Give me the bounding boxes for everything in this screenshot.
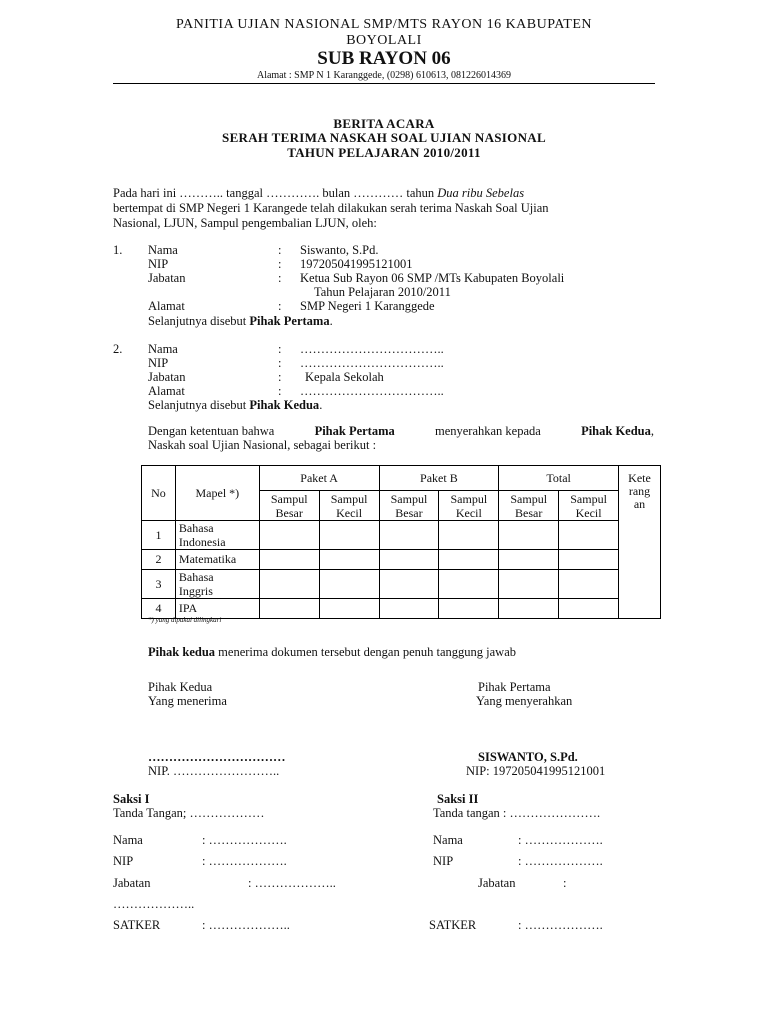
- header-address: Alamat : SMP N 1 Karanggede, (0298) 610613, 081226014369: [256, 70, 512, 81]
- table-row: [142, 550, 661, 570]
- header-line2: BOYOLALI: [346, 33, 422, 48]
- cell: [439, 570, 499, 599]
- row-mapel: Matematika: [175, 550, 259, 570]
- saksi1-jabatan-cont: ………………..: [113, 897, 195, 911]
- party2-pihak: Pihak Kedua: [249, 398, 320, 412]
- table-header-row: [142, 466, 661, 491]
- saksi2-jabatan: :: [563, 876, 567, 890]
- header-line1: PANITIA UJIAN NASIONAL SMP/MTS RAYON 16 KABUPATEN: [175, 17, 593, 32]
- saksi2-nama: : ……………….: [518, 833, 603, 847]
- table-row: [142, 570, 661, 599]
- party1-colon: :: [278, 299, 282, 313]
- cell: [559, 521, 619, 550]
- ketentuan-c: menyerahkan kepada: [434, 424, 541, 438]
- header-divider: [113, 83, 655, 84]
- party1-alamat: SMP Negeri 1 Karanggede: [300, 299, 435, 313]
- party1-nama: Siswanto, S.Pd.: [300, 243, 379, 257]
- sign-right2: Yang menyerahkan: [476, 694, 573, 708]
- row-mapel: IPA: [175, 599, 259, 619]
- th-ket2: rang: [628, 484, 651, 498]
- cell: [439, 599, 499, 619]
- th-paket-b: Paket B: [379, 466, 499, 491]
- row-no: 1: [142, 521, 176, 550]
- sign-right1: Pihak Pertama: [478, 680, 551, 694]
- th-ket1: Kete: [628, 471, 651, 485]
- sb2: Besar: [395, 505, 423, 520]
- cell: [319, 570, 379, 599]
- cell: [559, 550, 619, 570]
- th-sampul-besar: [379, 491, 439, 521]
- th-sampul-kecil: [439, 491, 499, 521]
- mapel-2: Inggris: [178, 584, 213, 598]
- party2-jabatan: Kepala Sekolah: [305, 370, 384, 384]
- sk1: Sampul: [450, 491, 488, 506]
- cell: [259, 570, 319, 599]
- table-row: [142, 521, 661, 550]
- th-ket3: an: [633, 497, 646, 511]
- saksi1-title: Saksi I: [113, 792, 150, 806]
- row-no: 4: [142, 599, 176, 619]
- cell: [559, 570, 619, 599]
- intro-date-text: Pada hari ini ……….. tanggal …………. bulan ………… tahun: [113, 186, 435, 200]
- saksi1-nama-label: Nama: [113, 833, 143, 847]
- intro-line3: Nasional, LJUN, Sampul pengembalian LJUN, oleh:: [113, 216, 377, 230]
- party1-colon: :: [278, 271, 282, 285]
- party2-colon: :: [278, 370, 282, 384]
- saksi1-tanda: Tanda Tangan; ………………: [113, 806, 265, 820]
- party1-nama-label: Nama: [148, 243, 178, 257]
- party2-nama: ……………………………..: [300, 342, 444, 356]
- saksi1-jabatan: : ………………..: [248, 876, 336, 890]
- party2-number: 2.: [113, 342, 123, 356]
- party1-colon: :: [278, 257, 282, 271]
- saksi1-satker: : ………………..: [202, 918, 290, 932]
- sign-left-nip: NIP. ……………………..: [148, 764, 280, 778]
- title-line2: SERAH TERIMA NASKAH SOAL UJIAN NASIONAL: [222, 130, 546, 145]
- sign-left2: Yang menerima: [148, 694, 227, 708]
- row-mapel: [175, 521, 259, 550]
- sk1: Sampul: [570, 491, 607, 506]
- saksi1-satker-label: SATKER: [113, 918, 161, 932]
- party2-nip: ……………………………..: [300, 356, 444, 370]
- table-footnote: *) yang dipakai dilingkari: [148, 616, 222, 624]
- party2-selanjutnya-text: Selanjutnya disebut: [148, 398, 247, 412]
- sign-left-name: ……………………………: [148, 750, 286, 764]
- ketentuan-a: Dengan ketentuan bahwa: [148, 424, 275, 438]
- sb1: Sampul: [270, 491, 308, 506]
- cell: [319, 550, 379, 570]
- title-line3: TAHUN PELAJARAN 2010/2011: [287, 145, 481, 160]
- cell: [559, 599, 619, 619]
- saksi2-satker-label: SATKER: [429, 918, 477, 932]
- saksi2-nip-label: NIP: [433, 854, 454, 868]
- sk2: Kecil: [455, 505, 482, 520]
- party1-colon: :: [278, 243, 282, 257]
- ketentuan-pihak-kedua: Pihak Kedua: [581, 424, 651, 438]
- cell: [499, 599, 559, 619]
- ketentuan-line2: Naskah soal Ujian Nasional, sebagai berikut :: [148, 438, 377, 452]
- ketentuan-comma: ,: [650, 424, 654, 438]
- th-sampul-besar: [499, 491, 559, 521]
- saksi1-jabatan-label: Jabatan: [113, 876, 151, 890]
- saksi1-nama: : ……………….: [202, 833, 287, 847]
- intro-line1: [113, 186, 524, 201]
- party2-nip-label: NIP: [148, 356, 169, 370]
- saksi2-title: Saksi II: [437, 792, 479, 806]
- cell: [259, 521, 319, 550]
- cell: [259, 550, 319, 570]
- saksi2-satker: : ……………….: [518, 918, 603, 932]
- th-no: No: [142, 466, 176, 521]
- ketentuan-pihak-pertama: Pihak Pertama: [314, 424, 395, 438]
- party1-jabatan-year: Tahun Pelajaran 2010/2011: [314, 285, 451, 299]
- party1-pihak: Pihak Pertama: [249, 314, 330, 328]
- mapel-1: Bahasa: [178, 521, 214, 535]
- closing-pihak-kedua: Pihak kedua: [148, 645, 216, 659]
- mapel-1: Bahasa: [178, 570, 214, 584]
- saksi2-tanda: Tanda tangan : ………………….: [433, 806, 601, 820]
- party1-nip-label: NIP: [148, 257, 169, 271]
- party1-selanjutnya: Selanjutnya disebut Pihak Pertama.: [148, 314, 333, 328]
- th-sampul-kecil: [319, 491, 379, 521]
- header-subrayon: SUB RAYON 06: [317, 48, 451, 69]
- party1-alamat-label: Alamat: [148, 299, 185, 313]
- cell: [379, 521, 439, 550]
- cell: [439, 521, 499, 550]
- sb2: Besar: [275, 505, 303, 520]
- th-mapel: Mapel *): [175, 466, 259, 521]
- party2-alamat: ……………………………..: [300, 384, 444, 398]
- cell: [379, 550, 439, 570]
- row-no: 2: [142, 550, 176, 570]
- party2-jabatan-label: Jabatan: [148, 370, 186, 384]
- ketentuan-line1: [148, 424, 654, 439]
- saksi2-nip: : ……………….: [518, 854, 603, 868]
- intro-line2: bertempat di SMP Negeri 1 Karangede telah dilakukan serah terima Naskah Soal Ujian: [113, 201, 549, 215]
- party2-colon: :: [278, 356, 282, 370]
- saksi1-nip: : ……………….: [202, 854, 287, 868]
- cell: [319, 521, 379, 550]
- ketentuan-pihak-kedua-wrap: [581, 424, 654, 439]
- closing-line: [148, 645, 516, 660]
- party2-nama-label: Nama: [148, 342, 178, 356]
- sk1: Sampul: [330, 491, 368, 506]
- th-keterangan: [619, 466, 661, 619]
- cell: [499, 570, 559, 599]
- cell: [379, 599, 439, 619]
- cell: [319, 599, 379, 619]
- sb1: Sampul: [510, 491, 548, 506]
- saksi2-nama-label: Nama: [433, 833, 463, 847]
- title-line1: BERITA ACARA: [333, 116, 435, 131]
- saksi2-jabatan-label: Jabatan: [478, 876, 516, 890]
- party2-colon: :: [278, 384, 282, 398]
- cell: [259, 599, 319, 619]
- intro-year: Dua ribu Sebelas: [437, 186, 525, 200]
- party1-nip: 197205041995121001: [300, 257, 413, 271]
- th-sampul-kecil: [559, 491, 619, 521]
- sign-right-nip: NIP: 197205041995121001: [466, 764, 606, 778]
- cell: [439, 550, 499, 570]
- sb1: Sampul: [390, 491, 428, 506]
- th-paket-a: Paket A: [259, 466, 379, 491]
- party1-jabatan: Ketua Sub Rayon 06 SMP /MTs Kabupaten Boyolali: [300, 271, 565, 285]
- sign-right-name: SISWANTO, S.Pd.: [478, 750, 578, 764]
- th-total: Total: [499, 466, 619, 491]
- closing-text: menerima dokumen tersebut dengan penuh tanggung jawab: [218, 645, 516, 659]
- saksi1-nip-label: NIP: [113, 854, 134, 868]
- party1-selanjutnya-text: Selanjutnya disebut: [148, 314, 247, 328]
- party2-colon: :: [278, 342, 282, 356]
- naskah-table: [141, 465, 661, 619]
- party2-alamat-label: Alamat: [148, 384, 185, 398]
- sign-left1: Pihak Kedua: [148, 680, 213, 694]
- party2-selanjutnya: Selanjutnya disebut Pihak Kedua.: [148, 398, 323, 412]
- mapel-2: Indonesia: [178, 535, 226, 549]
- th-sampul-besar: [259, 491, 319, 521]
- sk2: Kecil: [336, 505, 363, 520]
- party1-jabatan-label: Jabatan: [148, 271, 186, 285]
- cell: [499, 550, 559, 570]
- sb2: Besar: [515, 505, 543, 520]
- party1-number: 1.: [113, 243, 123, 257]
- row-no: 3: [142, 570, 176, 599]
- cell: [379, 570, 439, 599]
- row-mapel: [175, 570, 259, 599]
- cell: [499, 521, 559, 550]
- sk2: Kecil: [575, 505, 602, 520]
